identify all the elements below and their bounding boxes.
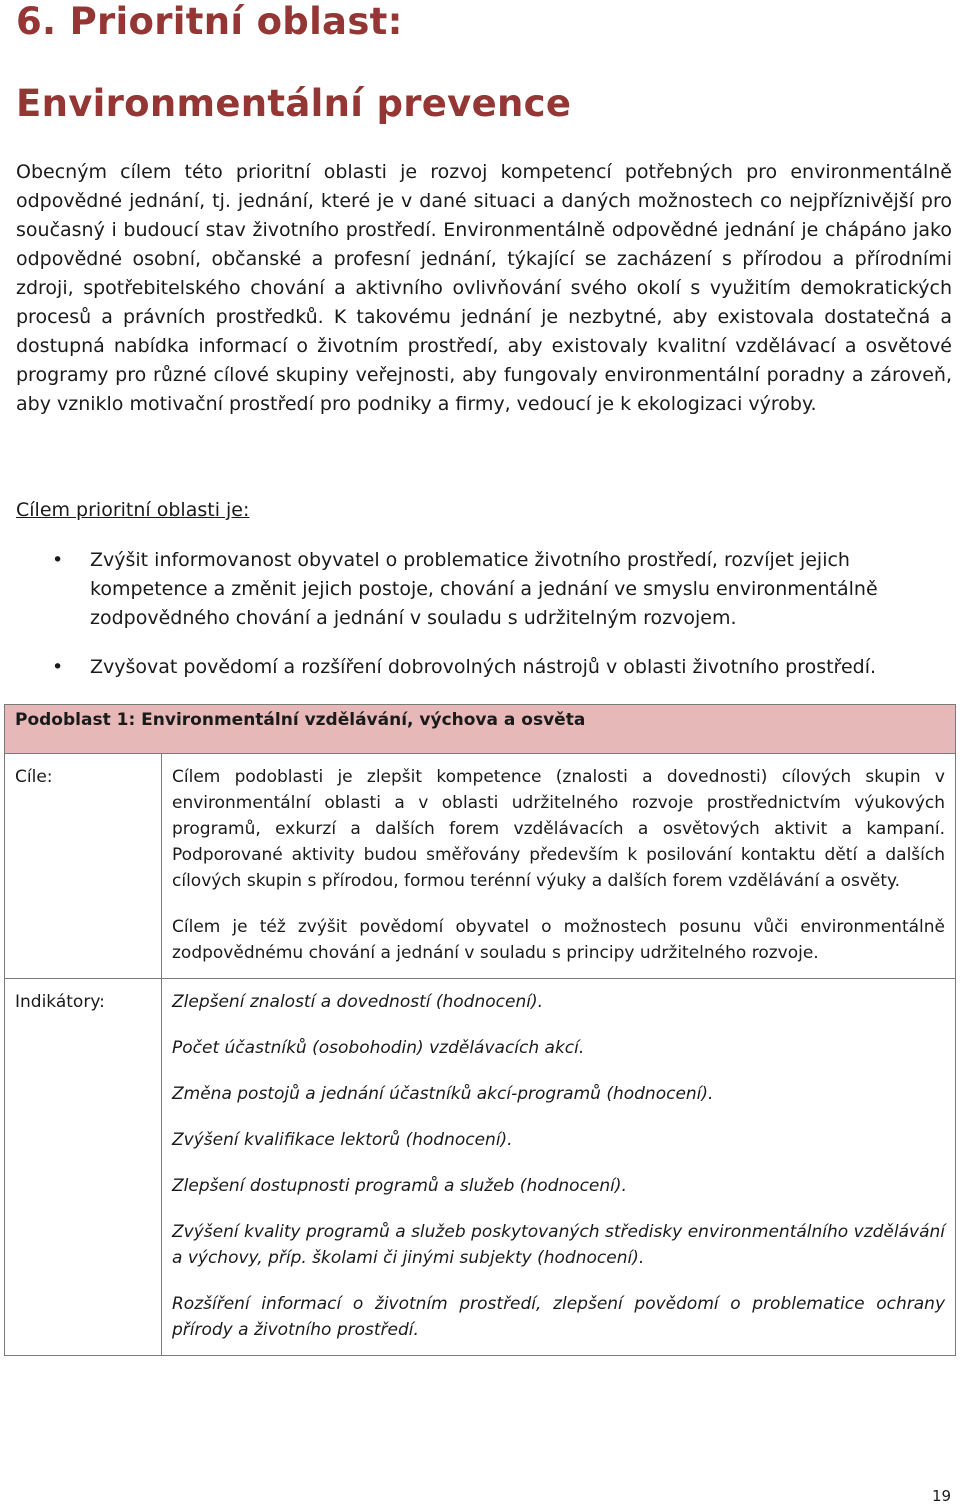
goal-text-1: Zvýšit informovanost obyvatel o problematice životního prostředí, rozvíjet jejich kompetence a změnit jejich postoje, chování a jednání ve smyslu environmentálně zodpovědného chování a jednání v souladu s udržitelným rozvojem. [90,549,878,629]
intro-paragraph: Obecným cílem této prioritní oblasti je rozvoj kompetencí potřebných pro environmentálně odpovědné jednání, tj. jednání, které je v dané situaci a daných možnostech co nejpříznivější pro současný i budoucí stav životního prostředí. Environmentálně odpovědné jednání je chápáno jako odpovědné osobní, občanské a profesní jednání, týkající se zacházení s přírodou a přírodními zdroji, spotřebitelského chování a aktivního ovlivňování svého okolí s využitím demokratických procesů a právních prostředků. K takovému jednání je nezbytné, aby existovala dostatečná a dostupná nabídka informací o životním prostředí, aby existovaly kvalitní vzdělávací a osvětové programy pro různé cílové skupiny veřejnosti, aby fungovaly environmentální poradny a zároveň, aby vzniklo motivační prostředí pro podniky a firmy, vedoucí je k ekologizaci výroby. [16,161,952,415]
bullet-icon: • [52,656,64,678]
indicators-row [5,979,956,1356]
indicator-item: Zvýšení kvalifikace lektorů (hodnocení). [172,1130,513,1150]
chapter-heading-number: 6. Prioritní oblast: [16,0,403,43]
bullet-icon: • [52,549,64,571]
indicator-item: Změna postojů a jednání účastníků akcí-programů (hodnocení). [172,1084,714,1104]
goal-item-1 [16,546,952,633]
chapter-heading-title: Environmentální prevence [16,82,572,125]
page-number: 19 [932,1487,952,1505]
goals-row-content [162,754,956,979]
goals-row-label: Cíle: [5,754,162,979]
subarea-header-row [5,705,956,754]
goals-label: Cílem prioritní oblasti je: [16,499,250,521]
subarea-table [4,704,956,1356]
indicator-item: Zvýšení kvality programů a služeb poskytovaných středisky environmentálního vzdělávání a výchovy, příp. školami či jinými subjekty (hodnocení). [172,1222,945,1268]
goals-row [5,754,956,979]
indicator-item: Zlepšení dostupnosti programů a služeb (hodnocení). [172,1176,627,1196]
goals-list [16,546,952,702]
indicator-item: Zlepšení znalostí a dovedností (hodnocení). [172,992,543,1012]
indicators-list [172,989,945,1343]
indicators-row-label: Indikátory: [5,979,162,1356]
indicator-item: Počet účastníků (osobohodin) vzdělávacích akcí. [172,1038,585,1058]
goals-paragraph-2: Cílem je též zvýšit povědomí obyvatel o možnostech posunu vůči environmentálně zodpovědnému chování a jednání v souladu s principy udržitelného rozvoje. [172,917,945,963]
goals-paragraph-1: Cílem podoblasti je zlepšit kompetence (znalosti a dovednosti) cílových skupin v environmentální oblasti a v oblasti udržitelného rozvoje prostřednictvím výukových programů, exkurzí a dalších forem vzdělávacích a osvětových aktivit a kampaní. Podporované aktivity budou směřovány především k posilování kontaktu dětí a dalších cílových skupin s přírodou, formou terénní výuky a dalších forem vzdělávání a osvěty. [172,767,945,891]
indicators-row-content [162,979,956,1356]
indicator-item: Rozšíření informací o životním prostředí, zlepšení povědomí o problematice ochrany přírody a životního prostředí. [172,1294,945,1340]
goal-text-2: Zvyšovat povědomí a rozšíření dobrovolných nástrojů v oblasti životního prostředí. [90,656,877,678]
subarea-title: Podoblast 1: Environmentální vzdělávání, výchova a osvěta [5,705,956,754]
goal-item-2 [16,653,952,682]
